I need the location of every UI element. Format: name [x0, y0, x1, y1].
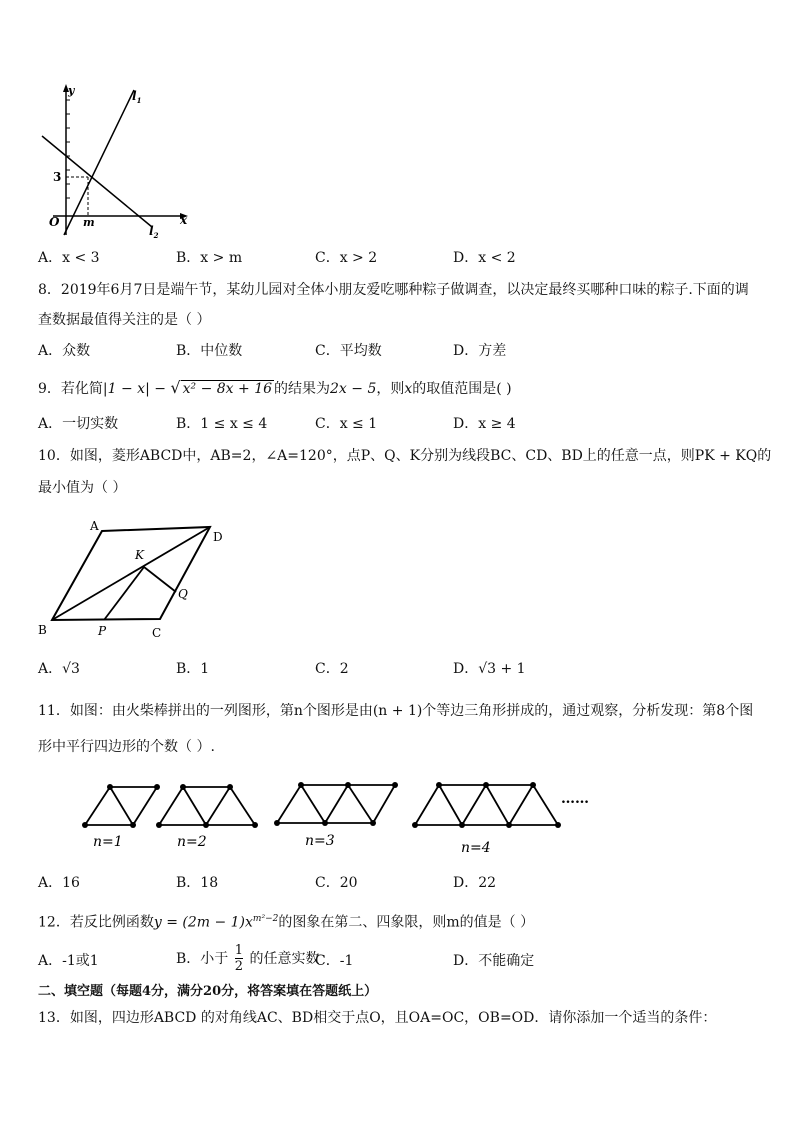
- x-label: x: [180, 213, 188, 227]
- q9-stem: 9．若化简|1 − x| − √ x² − 8x + 16 的结果为2x − 5，则x的取值范围是( ): [38, 378, 512, 397]
- q9-option-c: C．x ≤ 1: [315, 416, 378, 432]
- diagonal-bd: [52, 527, 210, 620]
- m-label: m: [83, 216, 95, 229]
- segment-kq: [144, 567, 176, 592]
- section-2-heading: 二、填空题（每题4分，满分20分，将答案填在答题纸上）: [38, 984, 378, 999]
- q11-line1: 11．如图：由火柴棒拼出的一列图形，第n个图形是由(n + 1)个等边三角形拼成的，通过观察，分析发现：第8个图: [38, 703, 754, 719]
- label-p: P: [98, 624, 107, 638]
- label-n4: n=4: [461, 840, 491, 856]
- label-c: C: [152, 626, 162, 640]
- y-label: y: [68, 84, 75, 97]
- l2-label: $l_2$: [149, 224, 159, 240]
- segment-pk: [104, 567, 144, 620]
- q7-option-a: A．x < 3: [38, 250, 100, 266]
- q10-option-a: A．√3: [38, 661, 80, 677]
- q10-option-b: B．1: [176, 661, 210, 677]
- q11-option-b: B．18: [176, 875, 219, 891]
- q12-option-a: A．-1或1: [38, 953, 99, 969]
- q10-line1: 10．如图，菱形ABCD中，AB=2，∠A=120°，点P、Q、K分别为线段BC、CD、BD上的任意一点，则PK + KQ的: [38, 448, 772, 464]
- q7-graph: [28, 80, 198, 242]
- q11-option-d: D．22: [453, 875, 497, 891]
- q11-matchstick-figure: [75, 773, 605, 858]
- y-three-label: 3: [53, 170, 62, 184]
- label-n3: n=3: [305, 833, 335, 849]
- q11-line2: 形中平行四边形的个数（ ）.: [38, 739, 215, 755]
- q8-option-b: B．中位数: [176, 343, 243, 359]
- label-b: B: [38, 623, 47, 637]
- q10-rhombus-figure: [30, 515, 240, 645]
- q8-option-d: D．方差: [453, 343, 507, 359]
- q7-option-c: C．x > 2: [315, 250, 378, 266]
- label-n2: n=2: [177, 834, 207, 850]
- label-k: K: [135, 548, 144, 562]
- label-a: A: [90, 519, 99, 533]
- figure-n1: [85, 787, 157, 825]
- figure-n4: [415, 785, 558, 825]
- l1-label: $l_1$: [132, 89, 142, 105]
- q10-line2: 最小值为（ ）: [38, 480, 127, 496]
- q9-option-b: B．1 ≤ x ≤ 4: [176, 416, 268, 432]
- q12-option-b: B．小于 $\frac{1}{2}$ 的任意实数: [176, 943, 320, 974]
- q9-option-d: D．x ≥ 4: [453, 416, 516, 432]
- label-q: Q: [178, 587, 188, 601]
- q11-option-a: A．16: [38, 875, 80, 891]
- q7-option-d: D．x < 2: [453, 250, 516, 266]
- origin-label: O: [49, 215, 60, 229]
- q12-option-d: D．不能确定: [453, 953, 535, 969]
- q8-option-c: C．平均数: [315, 343, 382, 359]
- q8-line2: 查数据最值得关注的是（ ）: [38, 312, 211, 328]
- q12-option-c: C．-1: [315, 953, 354, 969]
- figure-n2: [159, 787, 255, 825]
- figure-n3: [277, 785, 395, 823]
- q10-option-c: C．2: [315, 661, 349, 677]
- ellipsis: ……: [561, 791, 589, 807]
- q8-option-a: A．众数: [38, 343, 91, 359]
- q7-option-b: B．x > m: [176, 250, 243, 266]
- q10-option-d: D．√3 + 1: [453, 661, 526, 677]
- label-d: D: [213, 530, 223, 544]
- q8-line1: 8．2019年6月7日是端午节，某幼儿园对全体小朋友爱吃哪种粽子做调查，以决定最终买哪种口味的粽子.下面的调: [38, 282, 749, 298]
- q11-option-c: C．20: [315, 875, 358, 891]
- q9-option-a: A．一切实数: [38, 416, 119, 432]
- label-n1: n=1: [93, 834, 123, 850]
- q13-stem: 13．如图，四边形ABCD 的对角线AC、BD相交于点O，且OA=OC，OB=OD．请你添加一个适当的条件：: [38, 1010, 717, 1026]
- q12-stem: 12．若反比例函数$y = (2m - 1)x^{m^2-2}$的图象在第二、四象限，则m的值是（ ）: [38, 914, 535, 931]
